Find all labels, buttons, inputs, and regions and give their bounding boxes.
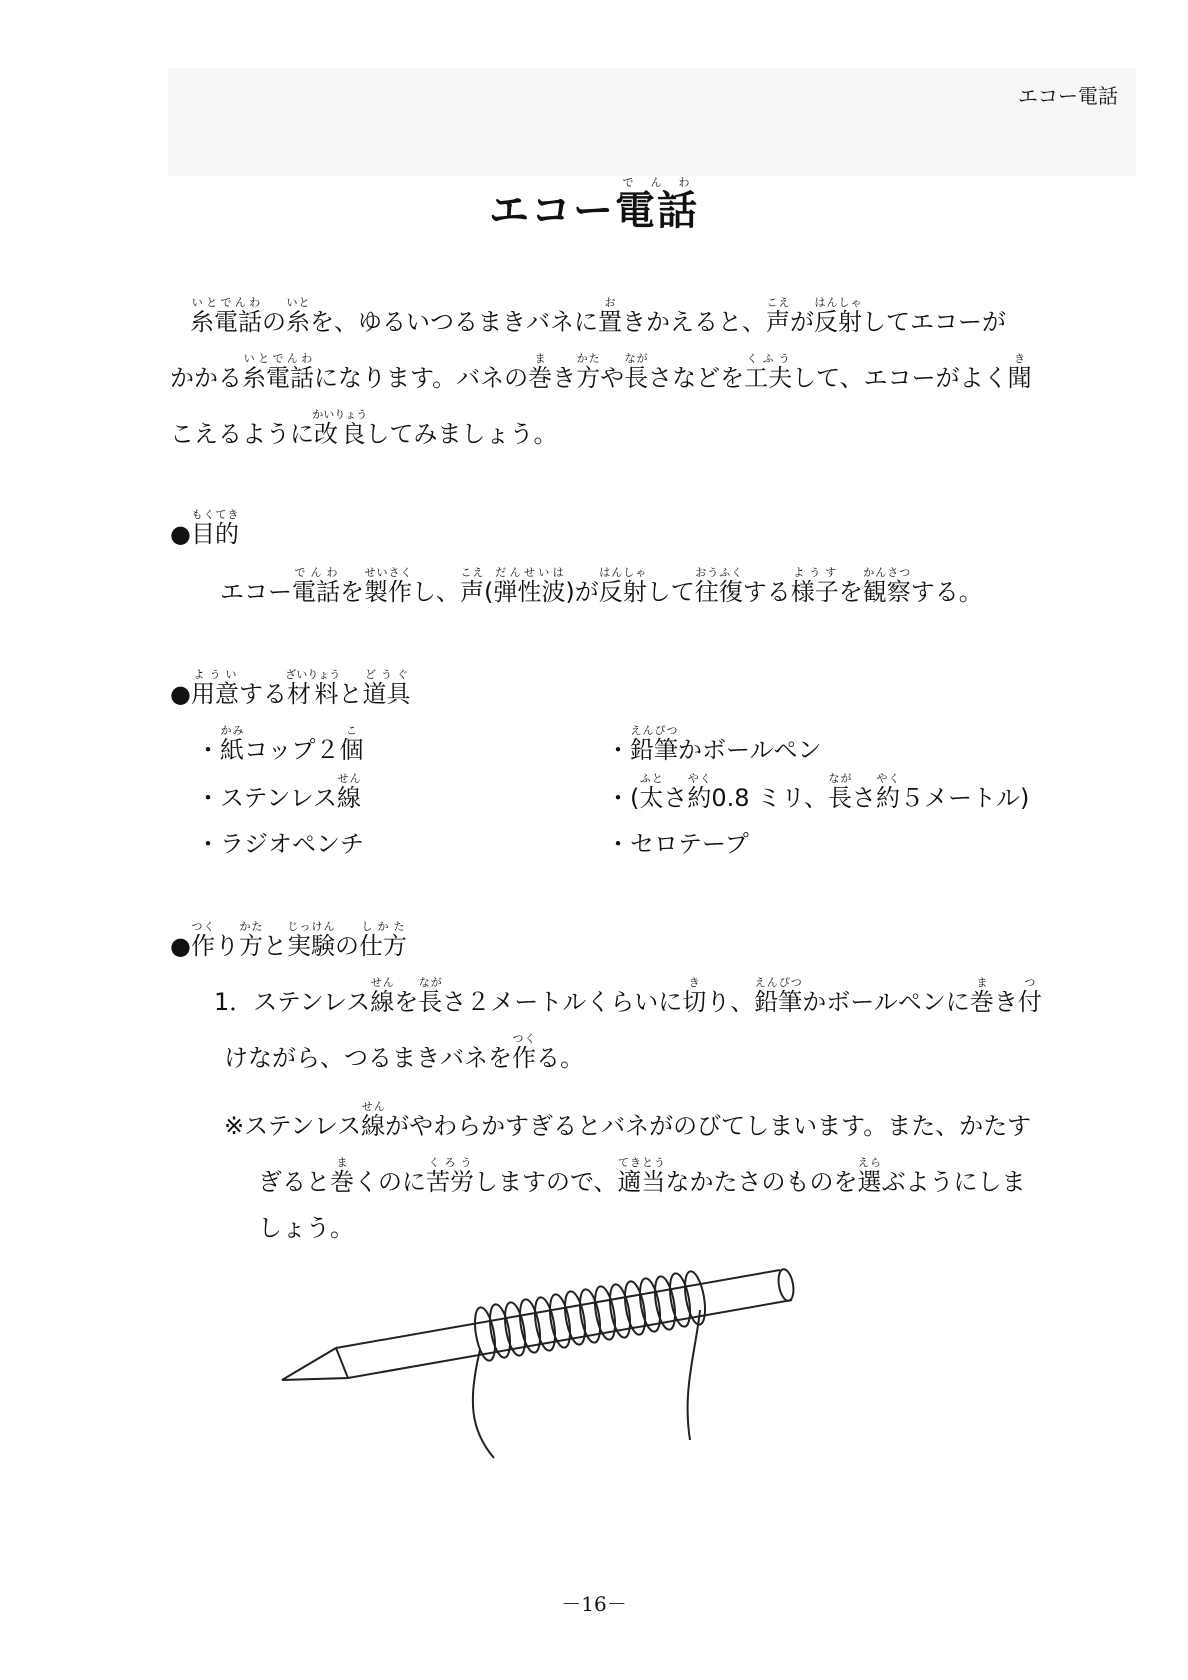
- text: ・セロテープ: [606, 830, 749, 858]
- title-part1: エコー: [489, 188, 615, 234]
- text: ・: [606, 736, 630, 764]
- ruby: おうふく: [694, 566, 743, 579]
- ruby: かんさつ: [862, 566, 911, 579]
- text: 0.8 ミリ、: [711, 784, 828, 812]
- text: 太: [639, 784, 664, 812]
- ruby: でんわ: [292, 566, 340, 579]
- material-item: [606, 772, 1029, 813]
- text: かボールペン: [678, 736, 822, 764]
- text: (: [484, 578, 494, 606]
- ruby: いと: [286, 296, 310, 309]
- ruby: き: [682, 976, 707, 989]
- text: 苦労: [426, 1168, 474, 1196]
- text: る。: [536, 1044, 584, 1072]
- ruby: くろう: [426, 1156, 474, 1169]
- ruby: えんぴつ: [630, 724, 678, 737]
- material-item: [606, 724, 822, 765]
- ruby: せん: [370, 976, 395, 989]
- text: 線: [337, 784, 361, 812]
- title-ruby: [615, 176, 699, 234]
- text: ・(: [606, 784, 640, 812]
- text: 約: [687, 784, 712, 812]
- ruby: こ: [339, 724, 364, 737]
- intro-text: 糸電話: [190, 308, 262, 336]
- text: 付: [1017, 988, 1042, 1016]
- ruby: ま: [969, 976, 994, 989]
- pencil-spring-illustration: [280, 1260, 880, 1460]
- ruby: なが: [624, 352, 649, 365]
- text: 反射: [598, 578, 647, 606]
- ruby: くふう: [744, 352, 793, 365]
- note-line-1: [224, 1100, 1031, 1141]
- heading-text: 作: [190, 932, 215, 960]
- ruby: なが: [418, 976, 443, 989]
- ruby: つく: [512, 1032, 536, 1045]
- text: 長: [418, 988, 443, 1016]
- heading-text: 用意: [190, 680, 239, 708]
- text: き: [993, 988, 1018, 1016]
- text: エコー: [220, 578, 292, 606]
- text: 弾性波: [493, 578, 566, 606]
- intro-text: き: [552, 364, 577, 392]
- ruby: ようす: [790, 566, 839, 579]
- ruby: いとでんわ: [242, 352, 314, 365]
- intro-text: を、ゆるいつるまきバネに: [310, 308, 598, 336]
- text: 巻: [330, 1168, 354, 1196]
- text: 様子: [790, 578, 839, 606]
- header-band: [168, 68, 1136, 176]
- text: する。: [910, 578, 983, 606]
- intro-text: 糸電話: [242, 364, 314, 392]
- ruby: かいりょう: [312, 408, 368, 421]
- heading-text: と: [262, 932, 287, 960]
- pencil-end: [776, 1268, 795, 1302]
- ruby: いとでんわ: [190, 296, 262, 309]
- title-part2: 電話: [615, 188, 699, 234]
- text: り、: [706, 988, 755, 1016]
- text: を: [838, 578, 863, 606]
- wire-coil: [471, 1270, 708, 1362]
- intro-line-2: [170, 352, 1032, 393]
- text: 声: [460, 578, 484, 606]
- intro-text: や: [600, 364, 625, 392]
- material-item: [196, 824, 364, 859]
- ruby: つ: [1017, 976, 1042, 989]
- ruby: えんぴつ: [754, 976, 803, 989]
- ruby: だんせいは: [493, 566, 566, 579]
- text: しますので、: [474, 1168, 618, 1196]
- ruby: ざいりょう: [285, 668, 341, 681]
- text: を: [394, 988, 419, 1016]
- text: ※ステンレス: [224, 1112, 362, 1140]
- purpose-text: [220, 566, 983, 607]
- intro-text: 置: [598, 308, 622, 336]
- bullet-icon: ●: [170, 680, 191, 708]
- wire-end-right: [688, 1310, 700, 1440]
- heading-text: と: [338, 680, 363, 708]
- note-line-3: [258, 1208, 354, 1243]
- heading-text: 仕方: [358, 932, 407, 960]
- material-item: [606, 824, 749, 859]
- text: 紙: [220, 736, 244, 764]
- material-item: [196, 772, 361, 813]
- text: し、: [412, 578, 460, 606]
- ruby: ま: [330, 1156, 354, 1169]
- intro-text: 方: [576, 364, 601, 392]
- ruby: せいさく: [364, 566, 412, 579]
- text: ・ステンレス: [196, 784, 337, 812]
- intro-text: してみましょう。: [365, 420, 558, 448]
- purpose-heading: [170, 508, 239, 549]
- ruby: やく: [875, 772, 900, 785]
- heading-text: 方: [238, 932, 263, 960]
- ruby: はんしゃ: [814, 296, 862, 309]
- heading-text: 材料: [285, 680, 341, 708]
- text: なかたさのものを: [665, 1168, 858, 1196]
- ruby: かた: [238, 920, 263, 933]
- text: コップ２: [244, 736, 340, 764]
- text: 鉛筆: [630, 736, 678, 764]
- text: 作: [512, 1044, 536, 1072]
- text: 線: [370, 988, 395, 1016]
- text: )が: [565, 578, 599, 606]
- heading-text: する: [238, 680, 287, 708]
- bullet-icon: ●: [170, 932, 191, 960]
- ruby: じっけん: [286, 920, 335, 933]
- title-kana: でんわ: [615, 176, 699, 189]
- text: 切: [682, 988, 707, 1016]
- heading-text: の: [334, 932, 359, 960]
- intro-line-1: [190, 296, 1006, 337]
- intro-text: 声: [766, 308, 790, 336]
- pencil-edge-top: [336, 1270, 780, 1348]
- ruby: はんしゃ: [598, 566, 647, 579]
- step-1-line-2: [224, 1032, 584, 1073]
- ruby: なが: [827, 772, 852, 785]
- ruby: えら: [857, 1156, 882, 1169]
- ruby: しかた: [358, 920, 407, 933]
- text: する: [742, 578, 791, 606]
- text: ５メートル): [899, 784, 1030, 812]
- text: 鉛筆: [754, 988, 803, 1016]
- intro-text: さなどを: [648, 364, 745, 392]
- text: さ: [851, 784, 876, 812]
- materials-heading: [170, 668, 410, 709]
- intro-text: 反射: [814, 308, 862, 336]
- intro-text: が: [790, 308, 814, 336]
- intro-text: の: [262, 308, 286, 336]
- text: 選: [857, 1168, 882, 1196]
- ruby: てきとう: [617, 1156, 666, 1169]
- ruby: こえ: [460, 566, 484, 579]
- heading-text: り: [214, 932, 239, 960]
- text: くのに: [354, 1168, 426, 1196]
- ruby: ようい: [190, 668, 239, 681]
- text: ・: [196, 736, 220, 764]
- intro-text: 改良: [312, 420, 368, 448]
- page-number: －16－: [561, 1592, 627, 1616]
- note-line-2: [258, 1156, 1026, 1197]
- text: さ２メートルくらいに: [442, 988, 683, 1016]
- text: 個: [339, 736, 364, 764]
- intro-text: かかる: [170, 364, 242, 392]
- intro-text: 聞: [1007, 364, 1032, 392]
- ruby: こえ: [766, 296, 790, 309]
- intro-text: 糸: [286, 308, 310, 336]
- text: 製作: [364, 578, 412, 606]
- ruby: ま: [528, 352, 553, 365]
- text: 1．ステンレス: [214, 988, 371, 1016]
- ruby: かみ: [220, 724, 244, 737]
- ruby: もくてき: [190, 508, 239, 521]
- wire-end-left: [473, 1350, 494, 1458]
- header-label: エコー電話: [1018, 84, 1118, 108]
- ruby: やく: [687, 772, 712, 785]
- step-1-line-1: [214, 976, 1042, 1017]
- text: 長: [827, 784, 852, 812]
- intro-text: 巻: [528, 364, 553, 392]
- text: して: [646, 578, 695, 606]
- pencil-tip: [282, 1348, 348, 1380]
- material-item: [196, 724, 364, 765]
- ruby: どうぐ: [362, 668, 411, 681]
- ruby: ふと: [639, 772, 664, 785]
- ruby: せん: [337, 772, 361, 785]
- text: 約: [875, 784, 900, 812]
- heading-text: 実験: [286, 932, 335, 960]
- text: ぶようにしま: [881, 1168, 1026, 1196]
- text: しょう。: [258, 1214, 354, 1242]
- text: けながら、つるまきバネを: [224, 1044, 512, 1072]
- text: 電話: [292, 578, 340, 606]
- ruby: せん: [361, 1100, 386, 1113]
- text: がやわらかすぎるとバネがのびてしまいます。また、かたす: [385, 1112, 1032, 1140]
- heading-text: 道具: [362, 680, 411, 708]
- text: ・ラジオペンチ: [196, 830, 364, 858]
- text: 適当: [617, 1168, 666, 1196]
- intro-line-3: [170, 408, 558, 449]
- intro-text: 工夫: [744, 364, 793, 392]
- intro-text: こえるように: [170, 420, 314, 448]
- text: を: [340, 578, 364, 606]
- intro-text: してエコーが: [862, 308, 1006, 336]
- text: 観察: [862, 578, 911, 606]
- bullet-icon: ●: [170, 520, 191, 548]
- intro-text: きかえると、: [622, 308, 766, 336]
- text: 線: [361, 1112, 386, 1140]
- text: ぎると: [258, 1168, 330, 1196]
- page-title: [0, 176, 1188, 236]
- text: 巻: [969, 988, 994, 1016]
- intro-text: になります。バネの: [314, 364, 529, 392]
- intro-text: して、エコーがよく: [792, 364, 1008, 392]
- ruby: き: [1007, 352, 1032, 365]
- ruby: お: [598, 296, 622, 309]
- heading-text: 目的: [190, 520, 239, 548]
- method-heading: [170, 920, 407, 961]
- ruby: かた: [576, 352, 601, 365]
- text: さ: [663, 784, 688, 812]
- intro-text: 長: [624, 364, 649, 392]
- text: 往復: [694, 578, 743, 606]
- ruby: つく: [190, 920, 215, 933]
- text: かボールペンに: [802, 988, 970, 1016]
